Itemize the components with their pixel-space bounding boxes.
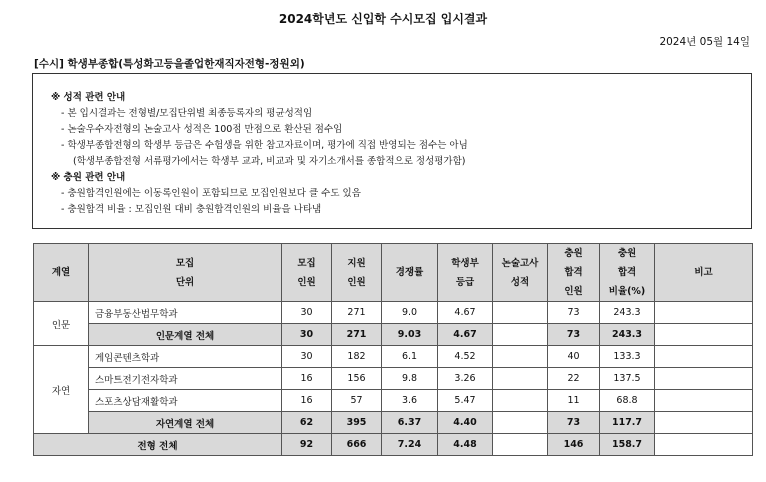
table-row <box>34 302 753 324</box>
essay-cell <box>493 324 548 346</box>
note-cell <box>655 390 753 412</box>
notice-line: - 충원합격 비율 : 모집인원 대비 충원합격인원의 비율을 나타냄 <box>61 204 322 215</box>
ratio-cell: 3.6 <box>382 390 438 412</box>
header-extra-rate: 충원 합격 비율(%) <box>600 244 655 302</box>
report-date: 2024년 05월 14일 <box>659 36 750 48</box>
header-note: 비고 <box>655 244 753 302</box>
extra-rate-cell: 137.5 <box>600 368 655 390</box>
header-extra: 충원 합격 인원 <box>548 244 600 302</box>
notice-box <box>32 73 752 229</box>
notice-line: - 충원합격인원에는 이동록인원이 포함되므로 모집인원보다 클 수도 있음 <box>61 188 361 199</box>
unit-cell: 게임콘텐츠학과 <box>89 346 282 368</box>
header-essay: 논술고사 성적 <box>493 244 548 302</box>
header-quota: 모집 인원 <box>282 244 332 302</box>
header-field: 계열 <box>34 244 89 302</box>
grade-cell: 4.40 <box>438 412 493 434</box>
extra-rate-cell: 68.8 <box>600 390 655 412</box>
extra-cell: 22 <box>548 368 600 390</box>
grade-cell: 4.67 <box>438 324 493 346</box>
page-title: 2024학년도 신입학 수시모집 입시결과 <box>278 12 488 26</box>
grade-cell: 4.48 <box>438 434 493 456</box>
subtotal-row-natural <box>34 412 753 434</box>
applicants-cell: 271 <box>332 302 382 324</box>
extra-rate-cell: 133.3 <box>600 346 655 368</box>
unit-cell: 스마트전기전자학과 <box>89 368 282 390</box>
notice-line: (학생부종합전형 서류평가에서는 학생부 교과, 비교과 및 자기소개서를 종합적으로 정성평가함) <box>73 156 466 167</box>
section-title: [수시] 학생부종합(특성화고등을졸업한재직자전형-정원외) <box>34 58 305 70</box>
subtotal-label: 인문계열 전체 <box>89 324 282 346</box>
note-cell <box>655 412 753 434</box>
table-row <box>34 390 753 412</box>
extra-rate-cell: 243.3 <box>600 302 655 324</box>
table-row <box>34 346 753 368</box>
total-row <box>34 434 753 456</box>
table-row <box>34 368 753 390</box>
field-cell-natural: 자연 <box>34 346 89 434</box>
ratio-cell: 9.0 <box>382 302 438 324</box>
essay-cell <box>493 346 548 368</box>
extra-cell: 73 <box>548 302 600 324</box>
essay-cell <box>493 368 548 390</box>
quota-cell: 30 <box>282 302 332 324</box>
notice-line: - 본 입시결과는 전형별/모집단위별 최종등록자의 평균성적임 <box>61 108 313 119</box>
note-cell <box>655 346 753 368</box>
extra-cell: 73 <box>548 412 600 434</box>
note-cell <box>655 434 753 456</box>
extra-cell: 40 <box>548 346 600 368</box>
grade-cell: 4.67 <box>438 302 493 324</box>
ratio-cell: 9.8 <box>382 368 438 390</box>
applicants-cell: 395 <box>332 412 382 434</box>
extra-rate-cell: 158.7 <box>600 434 655 456</box>
essay-cell <box>493 302 548 324</box>
header-grade: 학생부 등급 <box>438 244 493 302</box>
grade-cell: 4.52 <box>438 346 493 368</box>
grade-cell: 5.47 <box>438 390 493 412</box>
note-cell <box>655 302 753 324</box>
ratio-cell: 6.1 <box>382 346 438 368</box>
extra-cell: 11 <box>548 390 600 412</box>
header-unit: 모집 단위 <box>89 244 282 302</box>
quota-cell: 16 <box>282 368 332 390</box>
field-cell-humanities: 인문 <box>34 302 89 346</box>
unit-cell: 스포츠상담재활학과 <box>89 390 282 412</box>
extra-rate-cell: 243.3 <box>600 324 655 346</box>
ratio-cell: 6.37 <box>382 412 438 434</box>
extra-cell: 146 <box>548 434 600 456</box>
ratio-cell: 9.03 <box>382 324 438 346</box>
note-cell <box>655 324 753 346</box>
header-applicants: 지원 인원 <box>332 244 382 302</box>
total-label: 전형 전체 <box>34 434 282 456</box>
notice-heading-extra: ※ 충원 관련 안내 <box>51 172 126 183</box>
applicants-cell: 182 <box>332 346 382 368</box>
notice-heading-grades: ※ 성적 관련 안내 <box>51 92 126 103</box>
essay-cell <box>493 434 548 456</box>
extra-cell: 73 <box>548 324 600 346</box>
essay-cell <box>493 390 548 412</box>
quota-cell: 30 <box>282 324 332 346</box>
table-header-row <box>34 244 753 302</box>
header-ratio: 경쟁률 <box>382 244 438 302</box>
subtotal-label: 자연계열 전체 <box>89 412 282 434</box>
quota-cell: 16 <box>282 390 332 412</box>
results-table <box>33 243 753 456</box>
subtotal-row-humanities <box>34 324 753 346</box>
essay-cell <box>493 412 548 434</box>
notice-line: - 학생부종합전형의 학생부 등급은 수험생을 위한 참고자료이며, 평가에 직접 반영되는 점수는 아님 <box>61 140 468 151</box>
quota-cell: 62 <box>282 412 332 434</box>
ratio-cell: 7.24 <box>382 434 438 456</box>
applicants-cell: 271 <box>332 324 382 346</box>
quota-cell: 92 <box>282 434 332 456</box>
notice-line: - 논술우수자전형의 논술고사 성적은 100점 만점으로 환산된 점수임 <box>61 124 343 135</box>
extra-rate-cell: 117.7 <box>600 412 655 434</box>
applicants-cell: 57 <box>332 390 382 412</box>
applicants-cell: 156 <box>332 368 382 390</box>
applicants-cell: 666 <box>332 434 382 456</box>
note-cell <box>655 368 753 390</box>
grade-cell: 3.26 <box>438 368 493 390</box>
quota-cell: 30 <box>282 346 332 368</box>
unit-cell: 금융부동산법무학과 <box>89 302 282 324</box>
